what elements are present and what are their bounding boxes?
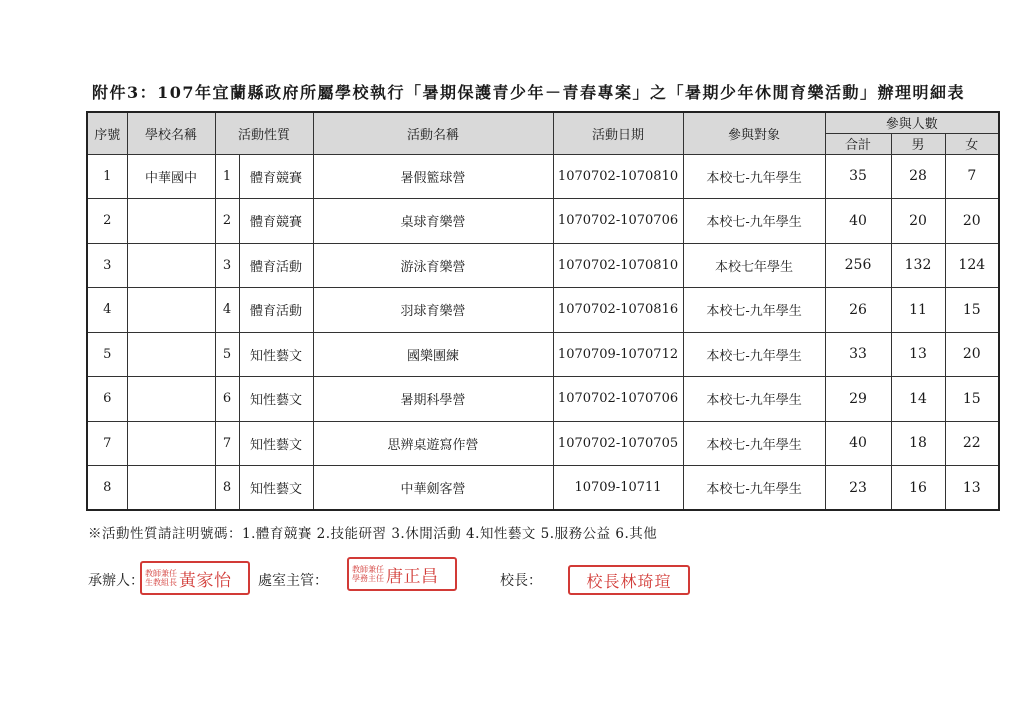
row-male: 18	[891, 421, 945, 466]
header-activity-name: 活動名稱	[313, 112, 553, 154]
row-type-code: 1	[215, 154, 239, 199]
row-seq: 4	[87, 288, 127, 333]
table-row	[87, 154, 999, 199]
supervisor-stamp-name: 唐正昌	[386, 566, 439, 587]
table-row	[87, 288, 999, 333]
row-school	[127, 466, 215, 511]
row-seq: 8	[87, 466, 127, 511]
row-target: 本校七-九年學生	[683, 154, 825, 199]
handler-stamp-title-1: 教師兼任	[145, 569, 177, 578]
row-male: 132	[891, 243, 945, 288]
row-activity-name: 游泳育樂營	[313, 243, 553, 288]
row-seq: 3	[87, 243, 127, 288]
row-activity-type: 知性藝文	[239, 421, 313, 466]
row-seq: 7	[87, 421, 127, 466]
row-male: 13	[891, 332, 945, 377]
row-school	[127, 377, 215, 422]
supervisor-label: 處室主管：	[258, 573, 328, 589]
principal-label: 校長：	[500, 573, 542, 589]
row-female: 15	[945, 377, 999, 422]
header-female: 女	[945, 133, 999, 154]
row-total: 40	[825, 421, 891, 466]
row-female: 15	[945, 288, 999, 333]
row-type-code: 4	[215, 288, 239, 333]
header-total: 合計	[825, 133, 891, 154]
row-total: 256	[825, 243, 891, 288]
row-school	[127, 332, 215, 377]
header-activity-type: 活動性質	[215, 112, 313, 154]
row-type-code: 7	[215, 421, 239, 466]
handler-stamp-name: 黃家怡	[179, 570, 232, 591]
table-row	[87, 199, 999, 244]
handler-stamp	[140, 561, 250, 595]
row-target: 本校七-九年學生	[683, 332, 825, 377]
row-activity-name: 國樂團練	[313, 332, 553, 377]
row-female: 124	[945, 243, 999, 288]
principal-stamp: 校長林琦瑄	[568, 565, 690, 595]
row-activity-type: 知性藝文	[239, 377, 313, 422]
row-target: 本校七年學生	[683, 243, 825, 288]
row-seq: 6	[87, 377, 127, 422]
header-seq: 序號	[87, 112, 127, 154]
header-school: 學校名稱	[127, 112, 215, 154]
row-total: 29	[825, 377, 891, 422]
activity-detail-table	[86, 111, 1000, 511]
row-total: 23	[825, 466, 891, 511]
row-target: 本校七-九年學生	[683, 377, 825, 422]
row-male: 28	[891, 154, 945, 199]
row-school: 中華國中	[127, 154, 215, 199]
row-target: 本校七-九年學生	[683, 466, 825, 511]
row-seq: 2	[87, 199, 127, 244]
row-activity-name: 思辨桌遊寫作營	[313, 421, 553, 466]
row-seq: 1	[87, 154, 127, 199]
row-female: 7	[945, 154, 999, 199]
row-male: 16	[891, 466, 945, 511]
row-male: 20	[891, 199, 945, 244]
row-type-code: 3	[215, 243, 239, 288]
row-school	[127, 288, 215, 333]
row-type-code: 5	[215, 332, 239, 377]
supervisor-stamp	[347, 557, 457, 591]
row-female: 20	[945, 332, 999, 377]
document-title: 附件3：107年宜蘭縣政府所屬學校執行「暑期保護青少年－青春專案」之「暑期少年休閒育樂活動」辦理明細表	[92, 83, 966, 102]
table-header-row	[87, 112, 999, 133]
row-total: 40	[825, 199, 891, 244]
row-target: 本校七-九年學生	[683, 421, 825, 466]
row-target: 本校七-九年學生	[683, 199, 825, 244]
table-row	[87, 421, 999, 466]
row-activity-name: 暑期科學營	[313, 377, 553, 422]
header-male: 男	[891, 133, 945, 154]
header-participants: 參與人數	[825, 112, 999, 133]
row-activity-name: 暑假籃球營	[313, 154, 553, 199]
row-date: 1070702-1070810	[553, 243, 683, 288]
row-school	[127, 199, 215, 244]
row-date: 1070709-1070712	[553, 332, 683, 377]
row-date: 10709-10711	[553, 466, 683, 511]
row-activity-type: 體育競賽	[239, 154, 313, 199]
row-seq: 5	[87, 332, 127, 377]
row-male: 14	[891, 377, 945, 422]
table-row	[87, 332, 999, 377]
row-female: 22	[945, 421, 999, 466]
row-activity-name: 羽球育樂營	[313, 288, 553, 333]
header-date: 活動日期	[553, 112, 683, 154]
row-activity-type: 體育活動	[239, 288, 313, 333]
row-target: 本校七-九年學生	[683, 288, 825, 333]
row-date: 1070702-1070706	[553, 199, 683, 244]
row-type-code: 8	[215, 466, 239, 511]
row-female: 13	[945, 466, 999, 511]
row-date: 1070702-1070816	[553, 288, 683, 333]
activity-type-note: ※活動性質請註明號碼：1.體育競賽 2.技能研習 3.休閒活動 4.知性藝文 5.服務公益 6.其他	[88, 526, 658, 542]
row-activity-type: 知性藝文	[239, 332, 313, 377]
row-date: 1070702-1070810	[553, 154, 683, 199]
row-date: 1070702-1070706	[553, 377, 683, 422]
row-female: 20	[945, 199, 999, 244]
supervisor-stamp-title-2: 學務主任	[352, 574, 384, 583]
row-school	[127, 243, 215, 288]
row-total: 26	[825, 288, 891, 333]
row-date: 1070702-1070705	[553, 421, 683, 466]
table-row	[87, 377, 999, 422]
row-school	[127, 421, 215, 466]
row-activity-type: 體育活動	[239, 243, 313, 288]
row-activity-type: 知性藝文	[239, 466, 313, 511]
row-activity-type: 體育競賽	[239, 199, 313, 244]
row-type-code: 6	[215, 377, 239, 422]
header-target: 參與對象	[683, 112, 825, 154]
supervisor-stamp-title-1: 教師兼任	[352, 565, 384, 574]
handler-label: 承辦人：	[88, 573, 144, 589]
row-male: 11	[891, 288, 945, 333]
row-type-code: 2	[215, 199, 239, 244]
table-row	[87, 243, 999, 288]
row-activity-name: 中華劍客營	[313, 466, 553, 511]
table-row	[87, 466, 999, 511]
row-total: 33	[825, 332, 891, 377]
handler-stamp-title-2: 生教組長	[145, 578, 177, 587]
row-activity-name: 桌球育樂營	[313, 199, 553, 244]
row-total: 35	[825, 154, 891, 199]
